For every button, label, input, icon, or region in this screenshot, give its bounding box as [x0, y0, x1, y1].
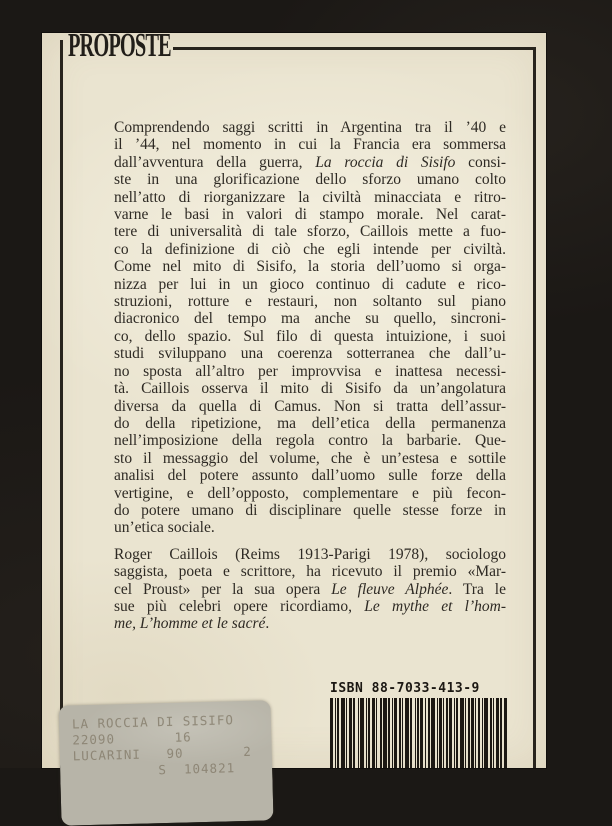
sticker-line-serial: S 104821: [73, 760, 236, 780]
text-line: il ’44, nel momento in cui la Francia era sommersa: [114, 136, 506, 154]
text-line: do della ripetizione, ma dell’etica della permanenza: [114, 414, 506, 432]
text-line: nell’imposizione della regola contro la barbarie. Que-: [114, 432, 506, 450]
text-line: diacronico del tempo ma anche su quello, sincroni-: [114, 310, 506, 328]
frame-rule-right: [533, 47, 536, 768]
text-line: nell’atto di riorganizzare la civiltà minacciata e ritro-: [114, 188, 506, 206]
price-sticker: [58, 700, 273, 826]
text-line: sue più celebri opere ricordiamo, Le mythe et l’hom-: [114, 597, 506, 615]
text-line: me, L’homme et le sacré.: [114, 615, 270, 633]
sticker-line-title: LA ROCCIA DI SISIFO: [71, 712, 235, 732]
text-line: tere di universalità di tale sforzo, Caillois mette a fuo-: [114, 223, 506, 241]
text-line: Comprendendo saggi scritti in Argentina tra il ’40 e: [114, 119, 506, 136]
text-line: co la definizione di ciò che egli intende per civiltà.: [114, 240, 506, 258]
text-line: sto il messaggio del volume, che è un’estesa e sottile: [114, 449, 506, 467]
barcode-bar: [504, 698, 507, 768]
text-line: studi sviluppano una coerenza sotterranea che dall’u-: [114, 345, 506, 363]
text-line: tà. Caillois osserva il mito di Sisifo da un’angolatura: [114, 380, 506, 398]
paragraph: [114, 546, 506, 633]
frame-rule-left: [60, 40, 63, 768]
text-line: analisi del potere assunto dall’uomo sulle forze della: [114, 467, 506, 485]
isbn-text: ISBN 88-7033-413-9: [330, 681, 480, 696]
text-line: struzioni, rotture e restauri, non soltanto sul piano: [114, 293, 506, 311]
isbn-block: [330, 681, 507, 768]
text-line: ste in una glorificazione dello sforzo umano colto: [114, 171, 506, 189]
text-line: no sposta all’altro per improvvisa e inattesa necessi-: [114, 362, 506, 380]
text-line: dall’avventura della guerra, La roccia di Sisifo consi-: [114, 153, 506, 171]
text-line: vertigine, e dell’opposto, complementare e più fecon-: [114, 484, 506, 502]
sticker-line-publisher: LUCARINI 90 2: [72, 743, 252, 764]
series-logo: PROPOSTE: [68, 27, 171, 64]
sticker-line-code: 22090 16: [72, 729, 192, 748]
book-back-cover: [42, 27, 546, 780]
text-line: co, dello spazio. Sul filo di questa intuizione, i suoi: [114, 327, 506, 345]
text-line: varne le basi in valori di stampo morale. Nel carat-: [114, 206, 506, 224]
text-line: Roger Caillois (Reims 1913-Parigi 1978), sociologo: [114, 545, 506, 563]
frame-rule-top: [173, 47, 536, 50]
text-line: Come nel mito di Sisifo, la storia dell’uomo si orga-: [114, 258, 506, 276]
text-line: cel Proust» per la sua opera Le fleuve Alphée. Tra le: [114, 580, 506, 598]
blurb: [114, 119, 506, 633]
paragraph: [114, 119, 506, 537]
text-line: saggista, poeta e scrittore, ha ricevuto il premio «Mar-: [114, 563, 506, 581]
text-line: do potere umano di disciplinare quelle stesse forze in: [114, 501, 506, 519]
isbn-barcode: [330, 698, 507, 768]
text-line: diversa da quella di Camus. Non si tratta dell’assur-: [114, 397, 506, 415]
text-line: nizza per lui in un gioco continuo di cadute e rico-: [114, 275, 506, 293]
text-line: un’etica sociale.: [114, 519, 215, 537]
